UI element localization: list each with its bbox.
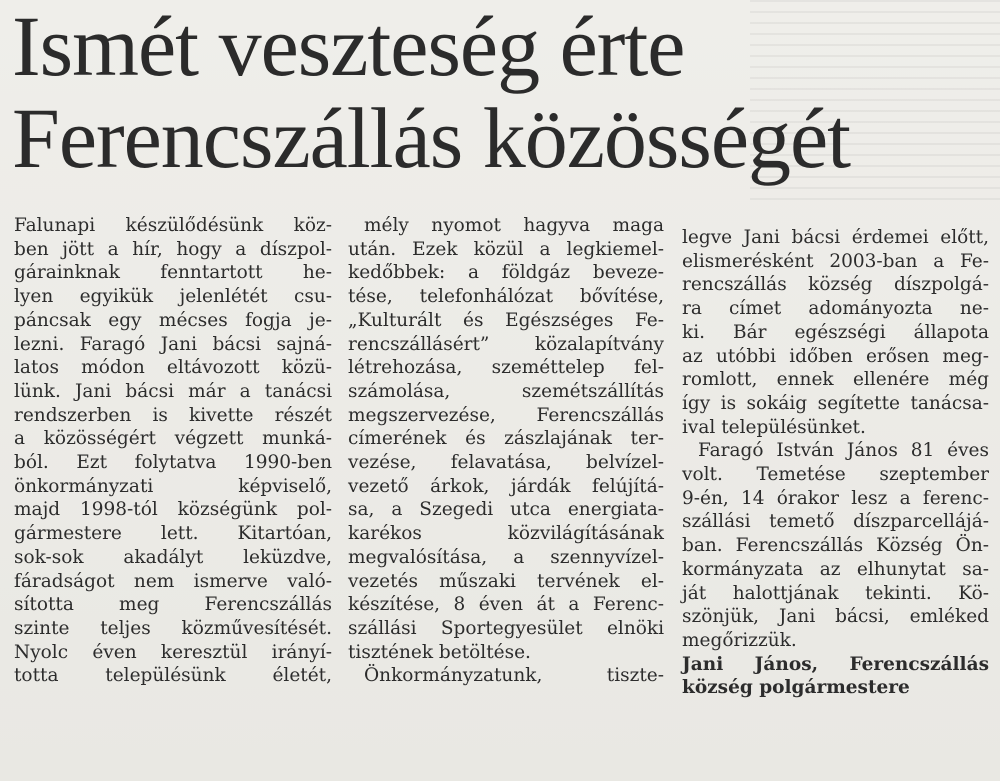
text-line: karékos közvilágításának: [348, 523, 664, 545]
text-line: rencszállásért” közalapítvány: [348, 333, 664, 355]
text-line: ival településünket.: [682, 416, 866, 438]
text-line: készítése, 8 éven át a Ferenc-: [348, 594, 664, 616]
text-line: vezetés műszaki tervének el-: [348, 570, 664, 592]
text-line: kedőbbek: a földgáz beveze-: [348, 262, 664, 284]
text-line: megszervezése, Ferencszállás: [348, 404, 664, 426]
text-line: után. Ezek közül a legkiemel-: [348, 238, 664, 260]
text-line: gármestere lett. Kitartóan,: [14, 523, 332, 545]
text-line: szönjük, Jani bácsi, emléked: [682, 606, 989, 628]
text-line: ját halottjának tekinti. Kö-: [682, 582, 989, 604]
text-line: számolása, szemétszállítás: [348, 380, 664, 402]
text-line: az utóbbi időben erősen meg-: [682, 345, 989, 367]
text-line: szinte teljes közművesítését.: [14, 617, 332, 639]
text-line: „Kulturált és Egészséges Fe-: [348, 309, 664, 331]
article-column-3: [682, 226, 989, 700]
text-line: elismerésként 2003-ban a Fe-: [682, 250, 989, 272]
headline-line-2: Ferencszállás közösségét: [12, 90, 851, 186]
text-line: a közösségért végzett munká-: [14, 428, 332, 450]
text-line: páncsak egy mécses fogja je-: [14, 309, 332, 331]
text-line: gárainknak fenntartott he-: [14, 262, 332, 284]
text-line: így is sokáig segítette tanácsa-: [682, 392, 989, 414]
text-line: rendszerben is kivette részét: [14, 404, 332, 426]
text-line: romlott, ennek ellenére még: [682, 369, 989, 391]
text-line: legve Jani bácsi érdemei előtt,: [682, 227, 989, 248]
article-column-1: [14, 214, 332, 688]
text-line: sa, a Szegedi utca energiata-: [348, 499, 664, 521]
text-line: címerének és zászlajának ter-: [348, 428, 664, 450]
article-headline: [12, 0, 997, 184]
text-line: lezni. Faragó Jani bácsi sajná-: [14, 333, 332, 355]
text-line: szállási Sportegyesület elnöki: [348, 617, 664, 639]
text-line: vezése, felavatása, belvízel-: [348, 452, 664, 474]
text-line: Nyolc éven keresztül irányí-: [14, 641, 332, 663]
text-line: önkormányzati képviselő,: [14, 475, 332, 497]
text-line: tése, telefonhálózat bővítése,: [348, 286, 664, 308]
text-line: lyen egyikük jelenlétét csu-: [14, 286, 332, 308]
text-line: létrehozása, szeméttelep fel-: [348, 357, 664, 379]
text-line: megvalósítása, a szennyvízel-: [348, 546, 664, 568]
text-line: totta településünk életét,: [14, 665, 332, 687]
text-line: 9-én, 14 órakor lesz a ferenc-: [682, 487, 989, 509]
text-line: fáradságot nem ismerve való-: [14, 570, 332, 592]
text-line: Falunapi készülődésünk köz-: [14, 215, 332, 236]
text-line: Faragó István János 81 éves: [698, 440, 989, 462]
text-line: tisztének betöltése.: [348, 641, 531, 663]
byline-author: Jani János, Ferencszállás: [682, 653, 989, 675]
text-line: ben jött a hír, hogy a díszpol-: [14, 238, 332, 260]
text-line: volt. Temetése szeptember: [682, 464, 989, 486]
text-line: ban. Ferencszállás Község Ön-: [682, 535, 989, 557]
text-line: szállási temető díszparcellájá-: [682, 511, 989, 533]
text-line: sok-sok akadályt leküzdve,: [14, 546, 332, 568]
text-line: kormányzata az elhunytat sa-: [682, 558, 989, 580]
text-line: mély nyomot hagyva maga: [364, 215, 664, 236]
text-line: latos módon eltávozott közü-: [14, 357, 332, 379]
text-line: ra címet adományozta ne-: [682, 298, 989, 320]
text-line: vezető árkok, járdák felújítá-: [348, 475, 664, 497]
text-line: sította meg Ferencszállás: [14, 594, 332, 616]
text-line: Önkormányzatunk, tiszte-: [364, 665, 664, 687]
headline-line-1: Ismét veszteség érte: [12, 0, 685, 94]
text-line: majd 1998-tól községünk pol-: [14, 499, 332, 521]
byline-title: község polgármestere: [682, 677, 910, 699]
text-line: ból. Ezt folytatva 1990-ben: [14, 452, 332, 474]
text-line: rencszállás község díszpolgá-: [682, 274, 989, 296]
text-line: lünk. Jani bácsi már a tanácsi: [14, 380, 332, 402]
article-column-2: [348, 214, 664, 688]
text-line: megőrizzük.: [682, 629, 797, 651]
text-line: ki. Bár egészségi állapota: [682, 321, 989, 343]
